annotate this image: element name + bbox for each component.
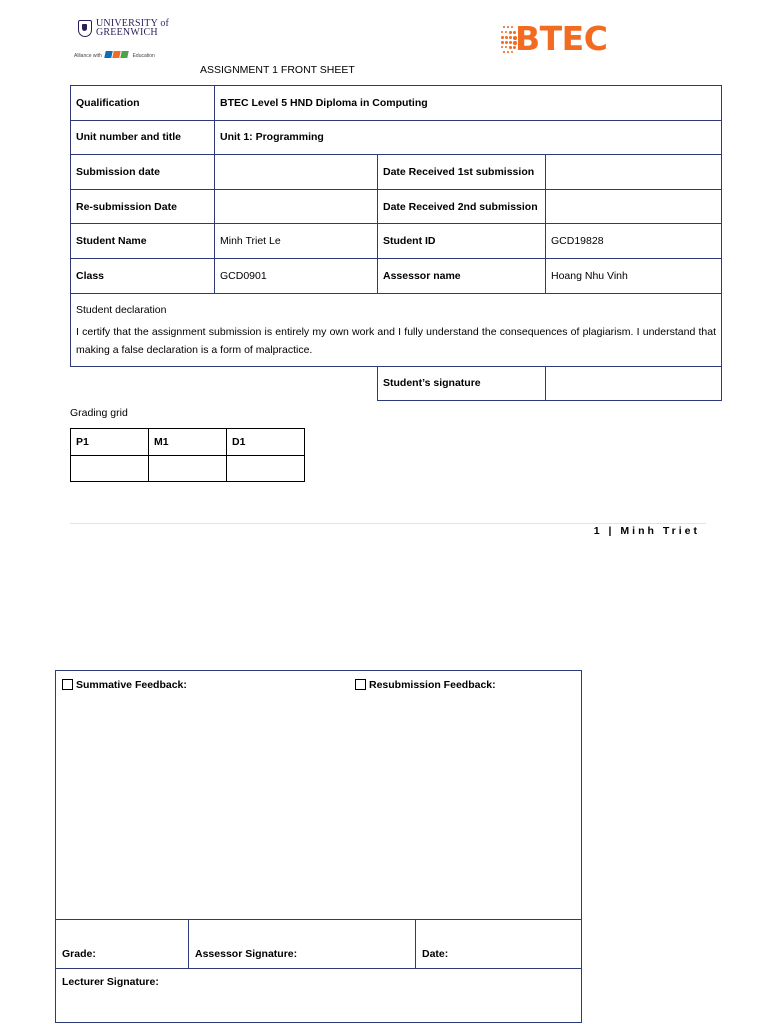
alliance-text: Alliance with	[74, 52, 102, 59]
date-label: Date:	[422, 948, 449, 960]
footer-author: Minh Triet	[620, 525, 700, 537]
btec-dot	[511, 51, 513, 53]
btec-dot	[501, 36, 504, 39]
btec-dot	[507, 26, 509, 28]
btec-dot	[507, 51, 509, 53]
unit-value: Unit 1: Programming	[215, 120, 722, 155]
lecturer-signature-label: Lecturer Signature:	[62, 976, 159, 988]
qualification-label: Qualification	[71, 86, 215, 121]
grade-cell-m1[interactable]	[149, 455, 227, 482]
fpt-logo-icon	[105, 51, 129, 60]
resubmission-date-field[interactable]	[215, 189, 378, 224]
feedback-box	[55, 670, 582, 1023]
submission-date-field[interactable]	[215, 155, 378, 190]
submission-row	[71, 155, 722, 190]
student-row	[71, 224, 722, 259]
resubmission-date-label: Re-submission Date	[71, 189, 215, 224]
declaration-text: I certify that the assignment submission is entirely my own work and I fully understand the consequences of plagiarism. I understand that making a false declaration is a form of malpractice.	[76, 325, 717, 356]
btec-dot	[511, 26, 513, 28]
footer-divider	[70, 523, 706, 524]
assessor-signature-cell[interactable]	[189, 920, 416, 968]
student-id-label: Student ID	[378, 224, 546, 259]
btec-dot	[505, 36, 508, 39]
student-name-value: Minh Triet Le	[215, 224, 378, 259]
signature-field[interactable]	[546, 366, 722, 401]
unit-label: Unit number and title	[71, 120, 215, 155]
grade-header-d1: D1	[227, 429, 305, 456]
btec-logo	[499, 19, 619, 64]
grade-cell[interactable]	[56, 920, 189, 968]
grade-header-p1: P1	[71, 429, 149, 456]
resubmission-feedback-option[interactable]	[355, 679, 496, 691]
date-cell[interactable]	[416, 920, 581, 968]
page-number: 1	[593, 525, 603, 537]
university-name: UNIVERSITY of GREENWICH	[96, 18, 170, 38]
qualification-row	[71, 86, 722, 121]
lecturer-signature-cell[interactable]	[56, 969, 581, 1023]
student-declaration	[71, 293, 722, 366]
alliance-suffix: Education	[132, 52, 155, 59]
grade-header-m1: M1	[149, 429, 227, 456]
received-1st-field[interactable]	[546, 155, 722, 190]
resubmission-feedback-label: Resubmission Feedback:	[369, 679, 496, 691]
grade-cell-p1[interactable]	[71, 455, 149, 482]
btec-dot	[501, 46, 503, 48]
assessor-label: Assessor name	[378, 258, 546, 293]
btec-dot	[509, 46, 512, 49]
class-value: GCD0901	[215, 258, 378, 293]
grade-cell-d1[interactable]	[227, 455, 305, 482]
student-name-label: Student Name	[71, 224, 215, 259]
unit-row	[71, 120, 722, 155]
class-label: Class	[71, 258, 215, 293]
btec-dot	[501, 31, 503, 33]
btec-dot	[509, 31, 512, 34]
summative-feedback-label: Summative Feedback:	[76, 679, 187, 691]
declaration-heading: Student declaration	[76, 303, 167, 316]
front-sheet-table	[70, 85, 722, 401]
btec-dot	[505, 41, 508, 44]
btec-dot	[509, 36, 512, 39]
received-2nd-field[interactable]	[546, 189, 722, 224]
crest-icon	[78, 20, 92, 37]
student-id-value: GCD19828	[546, 224, 722, 259]
btec-wordmark: BTEC	[515, 19, 608, 58]
assessor-value: Hoang Nhu Vinh	[546, 258, 722, 293]
class-row	[71, 258, 722, 293]
lecturer-signature-row[interactable]	[56, 968, 581, 1023]
sheet-title: ASSIGNMENT 1 FRONT SHEET	[200, 64, 355, 76]
summative-feedback-option[interactable]	[62, 679, 187, 691]
btec-dot	[503, 51, 505, 53]
btec-dot	[505, 31, 507, 33]
btec-dot	[503, 26, 505, 28]
grade-label: Grade:	[62, 948, 96, 960]
resubmission-row	[71, 189, 722, 224]
submission-date-label: Submission date	[71, 155, 215, 190]
university-of-greenwich-logo	[74, 18, 174, 62]
page-footer	[594, 525, 700, 537]
grading-grid-label: Grading grid	[70, 407, 128, 419]
signature-spacer	[71, 366, 378, 401]
qualification-value: BTEC Level 5 HND Diploma in Computing	[215, 86, 722, 121]
btec-dot	[501, 41, 504, 44]
checkbox-icon[interactable]	[62, 679, 73, 690]
received-1st-label: Date Received 1st submission	[378, 155, 546, 190]
checkbox-icon[interactable]	[355, 679, 366, 690]
grading-header-row	[71, 429, 305, 456]
signature-label: Student’s signature	[378, 366, 546, 401]
grading-value-row	[71, 455, 305, 482]
btec-dot	[509, 41, 512, 44]
declaration-row	[71, 293, 722, 366]
footer-separator: |	[608, 525, 615, 537]
btec-dot	[505, 46, 507, 48]
grading-grid	[70, 428, 305, 482]
grade-signature-row	[56, 919, 581, 968]
received-2nd-label: Date Received 2nd submission	[378, 189, 546, 224]
alliance-line	[74, 51, 155, 60]
signature-row	[71, 366, 722, 401]
assessor-signature-label: Assessor Signature:	[195, 948, 298, 960]
